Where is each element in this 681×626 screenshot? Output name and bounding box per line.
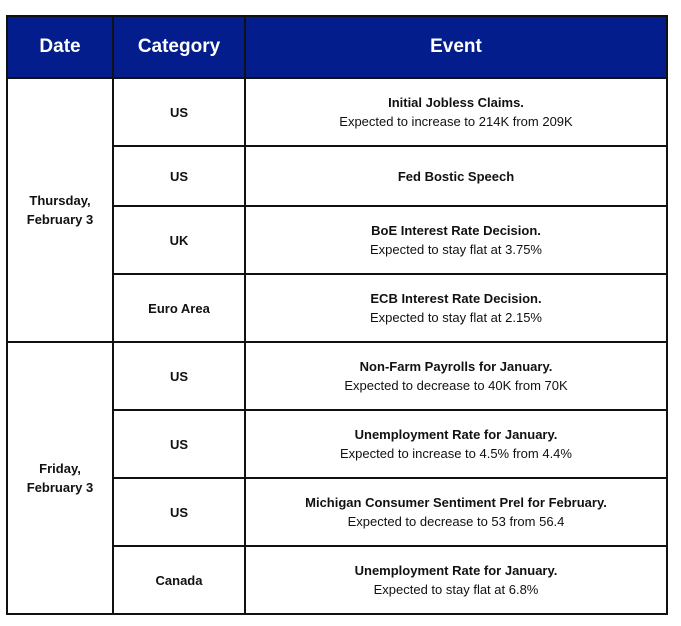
event-detail: Expected to decrease to 53 from 56.4 <box>347 514 565 529</box>
header-row <box>7 16 667 78</box>
event-cell <box>245 342 667 410</box>
event-title: Michigan Consumer Sentiment Prel for February. <box>305 495 607 510</box>
event-detail: Expected to increase to 4.5% from 4.4% <box>340 446 572 461</box>
event-cell <box>245 478 667 546</box>
category-cell: US <box>113 146 245 206</box>
date-cell-thursday <box>7 78 113 342</box>
event-column-header: Event <box>245 16 667 78</box>
event-detail: Expected to increase to 214K from 209K <box>339 114 573 129</box>
event-detail: Expected to decrease to 40K from 70K <box>344 378 568 393</box>
category-cell: US <box>113 410 245 478</box>
event-detail: Expected to stay flat at 3.75% <box>370 242 542 257</box>
category-cell: US <box>113 78 245 146</box>
event-cell <box>245 274 667 342</box>
event-title: Unemployment Rate for January. <box>354 427 558 442</box>
date-cell-friday <box>7 342 113 614</box>
category-column-header: Category <box>113 16 245 78</box>
event-title: ECB Interest Rate Decision. <box>370 291 542 306</box>
date-day: Thursday, <box>29 193 91 208</box>
date-day: Friday, <box>39 461 81 476</box>
event-cell <box>245 410 667 478</box>
category-cell: US <box>113 342 245 410</box>
event-detail: Expected to stay flat at 2.15% <box>370 310 542 325</box>
event-title: BoE Interest Rate Decision. <box>371 223 541 238</box>
date-column-header: Date <box>7 16 113 78</box>
table-row <box>7 342 667 410</box>
category-cell: US <box>113 478 245 546</box>
category-cell: Canada <box>113 546 245 614</box>
date-month-day: February 3 <box>26 480 94 495</box>
event-cell <box>245 146 667 206</box>
event-title: Fed Bostic Speech <box>397 168 515 184</box>
event-title: Unemployment Rate for January. <box>354 563 558 578</box>
date-month-day: February 3 <box>26 212 94 227</box>
table-row <box>7 78 667 146</box>
event-title: Initial Jobless Claims. <box>388 95 524 110</box>
event-title: Non-Farm Payrolls for January. <box>359 359 553 374</box>
category-cell: UK <box>113 206 245 274</box>
economic-calendar-table <box>6 15 668 615</box>
category-cell: Euro Area <box>113 274 245 342</box>
event-detail: Expected to stay flat at 6.8% <box>373 582 539 597</box>
event-cell <box>245 546 667 614</box>
event-cell <box>245 78 667 146</box>
event-cell <box>245 206 667 274</box>
